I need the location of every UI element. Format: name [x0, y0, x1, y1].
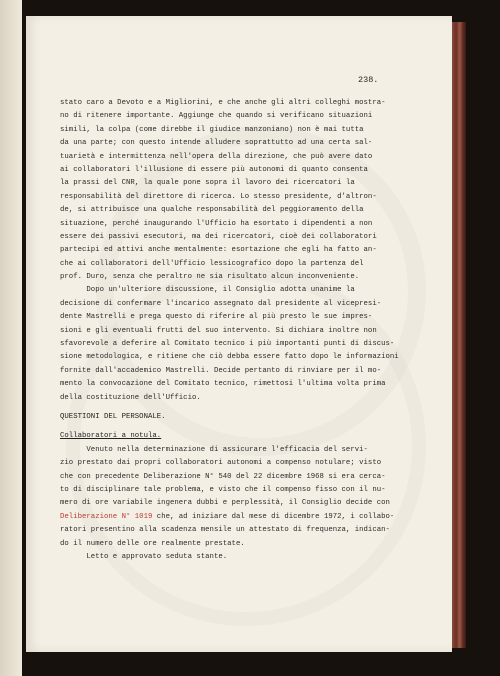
text-line: prof. Duro, senza che peraltro ne sia risultato alcun inconveniente.: [60, 273, 360, 282]
paragraph-collaborators-end: [60, 524, 390, 551]
text-line: fornite dall'accademico Mastrelli. Decide pertanto di rinviare per il mo-: [60, 366, 382, 375]
text-line: mento la convocazione del Comitato tecnico, rimettosi l'ultima volta prima: [60, 380, 386, 389]
paragraph-decision: [60, 284, 399, 405]
deliberation-reference: Deliberazione N° 1019: [60, 512, 153, 521]
text-line: essere dei passivi esecutori, ma dei ricercatori, cioè dei collaboratori: [60, 232, 377, 241]
text-line: do il numero delle ore realmente prestate.: [60, 539, 245, 548]
text-line: no di ritenere importante. Aggiunge che quando si verificano situazioni: [60, 112, 373, 121]
text-line: che ai collaboratori dell'Ufficio lessicografico dopo la partenza del: [60, 259, 364, 268]
text-line: tuarietà e intermittenza nell'opera della direzione, che può avere dato: [60, 152, 373, 161]
paragraph-collaborators: [60, 444, 390, 511]
text-line: stato caro a Devoto e a Migliorini, e che anche gli altri colleghi mostra-: [60, 99, 386, 107]
text-line: to di disciplinare tale problema, e visto che il compenso fisso con il nu-: [60, 485, 386, 494]
text-line: ratori presentino alla scadenza mensile un attestato di frequenza, indican-: [60, 526, 390, 535]
text-line: responsabilità del direttore di ricerca. Lo stesso presidente, d'altron-: [60, 192, 377, 201]
paragraph-devoto: [60, 97, 386, 284]
text-line: sfavorevole a deferire al Comitato tecnico i più importanti punti di discus-: [60, 340, 395, 349]
text-line: mero di ore variabile ingenera dubbi e perplessità, il Consiglio decide con: [60, 499, 390, 508]
facing-page-edge: [0, 0, 22, 676]
closing-line: Letto e approvato seduta stante.: [60, 552, 228, 561]
text-line: zio prestato dai propri collaboratori autonomi a compenso notulare; visto: [60, 459, 382, 468]
text-line: de, si attribuisce una qualche responsabilità del peggioramento della: [60, 206, 364, 215]
text-line: dente Mastrelli e prega questo di riferire al più presto le sue impres-: [60, 313, 373, 322]
section-heading: QUESTIONI DEL PERSONALE.: [60, 412, 166, 421]
text-line: decisione di confermare l'incarico assegnato dal presidente al vicepresi-: [60, 299, 382, 308]
text-line: Venuto nella determinazione di assicurare l'efficacia del servi-: [60, 445, 368, 454]
text-line: ai collaboratori l'illusione di essere più autonomi di quanto consenta: [60, 165, 368, 174]
text-line: Dopo un'ulteriore discussione, il Consiglio adotta unanime la: [60, 286, 355, 295]
text-line: da una parte; con questo intende alludere soprattutto ad una certa sal-: [60, 139, 373, 148]
text-line: simili, la colpa (come direbbe il giudice manzoniano) non è mai tutta: [60, 125, 364, 134]
text-line: partecipi ed attivi anche mentalmente: esortazione che egli ha fatto an-: [60, 246, 377, 255]
page-number: 238.: [358, 75, 379, 85]
text-line: della costituzione dell'Ufficio.: [60, 393, 201, 402]
subheading: Collaboratori a notula.: [60, 432, 162, 441]
document-body: [60, 97, 399, 564]
text-line: la prassi del CNR, la quale pone sopra il lavoro dei ricercatori la: [60, 179, 355, 188]
text-line: situazione, perché inaugurando l'Ufficio ha esortato i dipendenti a non: [60, 219, 373, 228]
text-line: sione metodologica, e ritiene che ciò debba essere fatto dopo le informazioni: [60, 353, 399, 362]
book-binding-edge: [452, 22, 466, 648]
text-line: sioni e gli eventuali frutti del suo intervento. Si dichiara inoltre non: [60, 326, 377, 335]
deliberation-line: Deliberazione N° 1019 che, ad iniziare dal mese di dicembre 1972, i collabo-: [60, 512, 395, 521]
text-line: che con precedente Deliberazione N° 540 del 22 dicembre 1968 si era cerca-: [60, 472, 386, 481]
